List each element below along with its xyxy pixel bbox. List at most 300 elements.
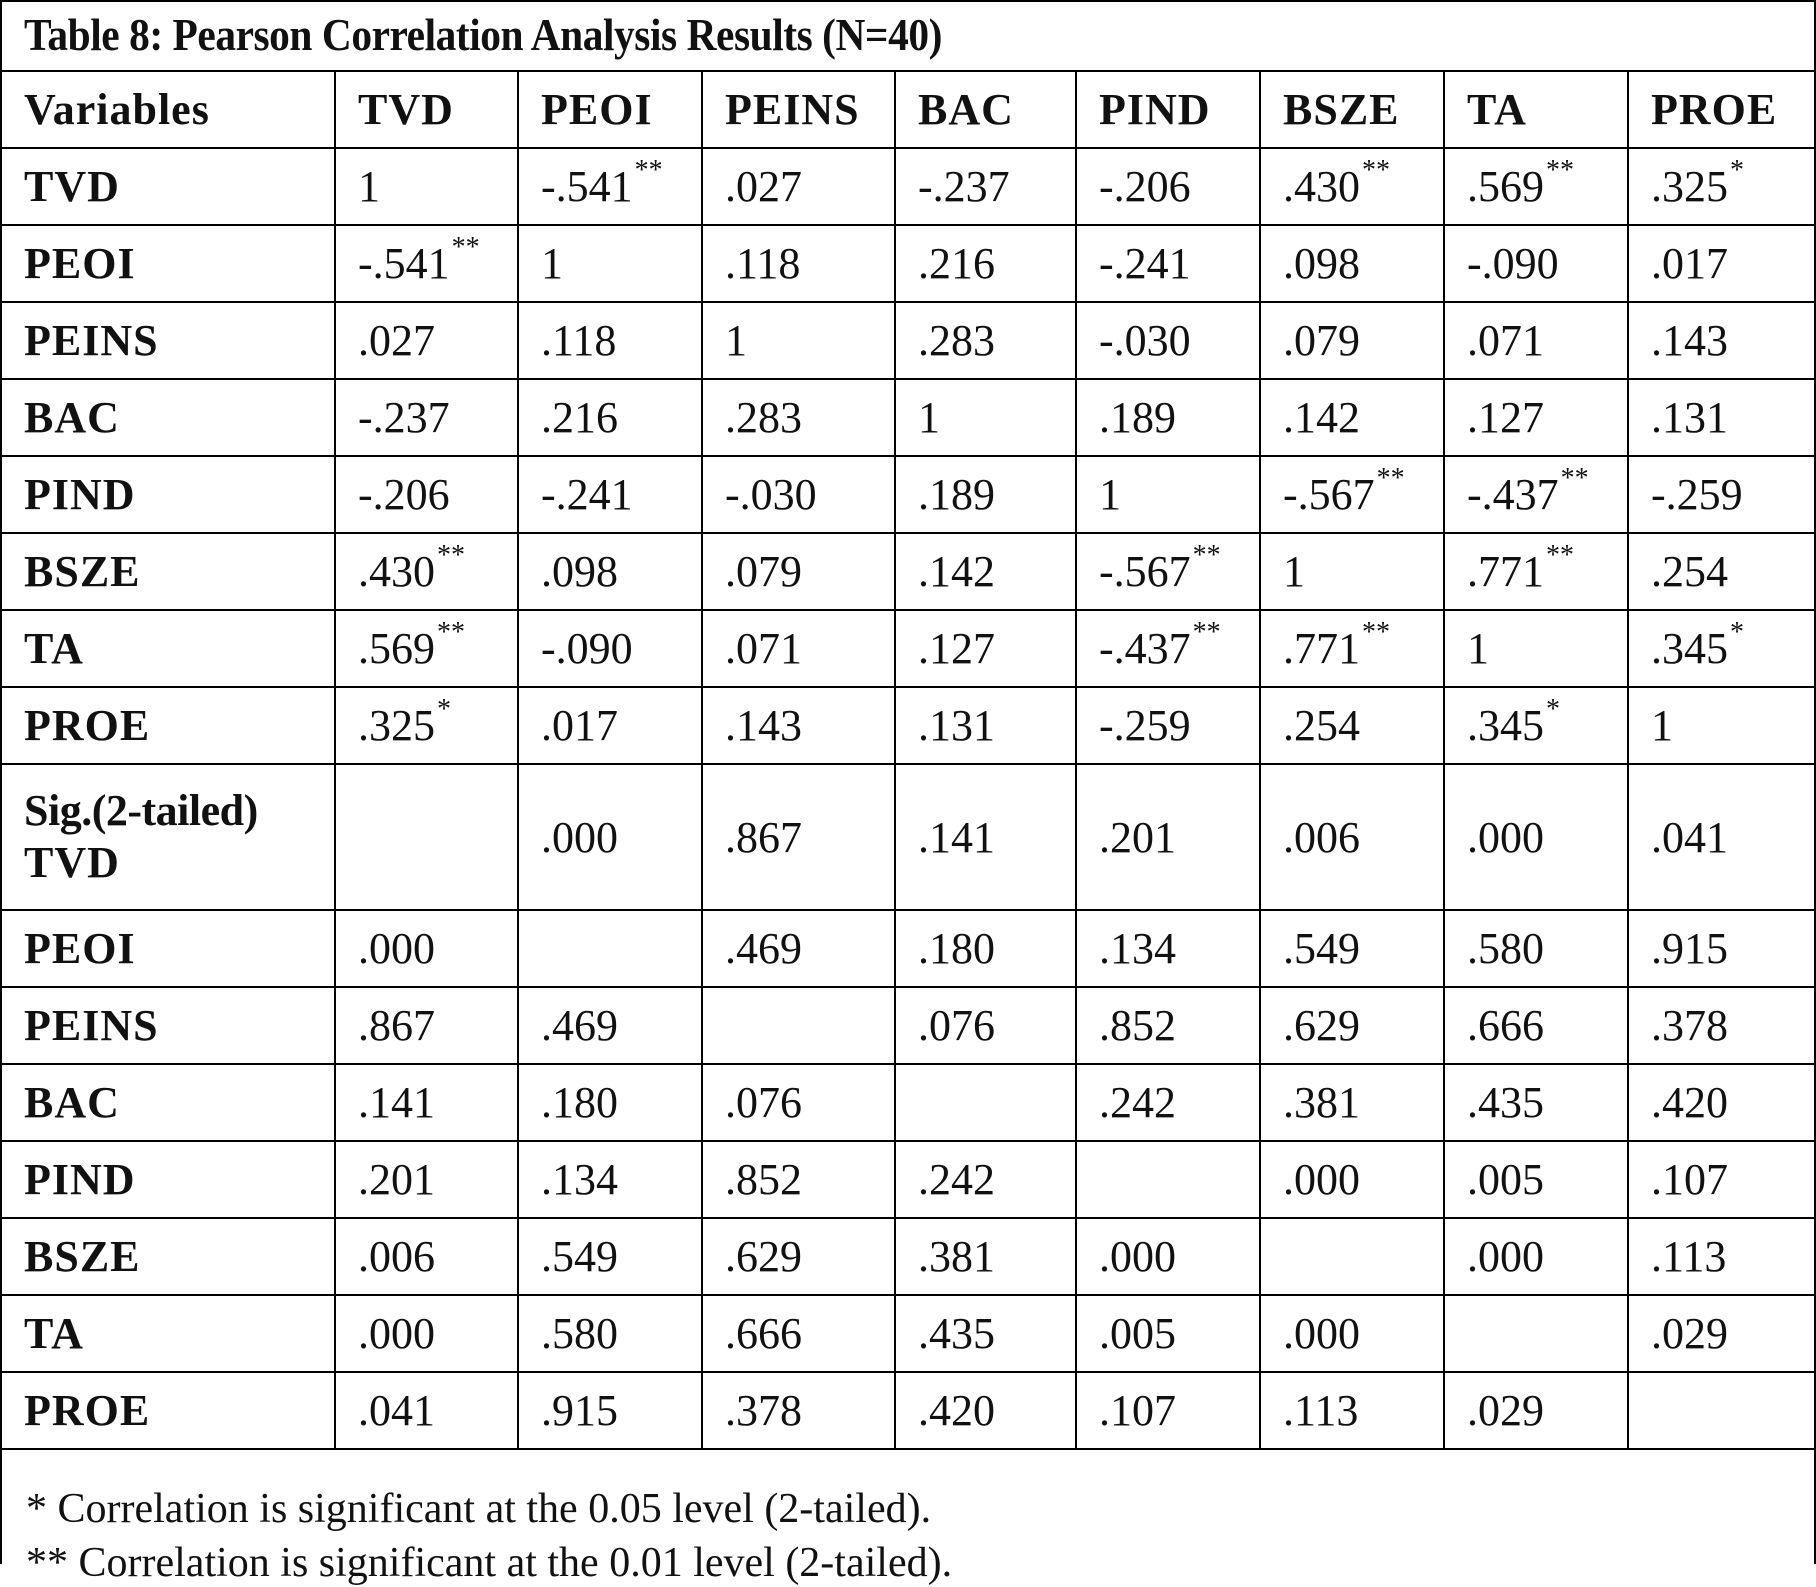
header-cell: BAC xyxy=(895,71,1076,148)
table-cell xyxy=(1444,148,1628,225)
cell-value: .113 xyxy=(1283,1386,1359,1435)
table-cell xyxy=(1076,225,1260,302)
cell-value: -.090 xyxy=(541,624,633,673)
cell-value: .118 xyxy=(541,316,617,365)
table-cell xyxy=(518,610,702,687)
significance-marker: ** xyxy=(437,540,465,571)
cell-value: .867 xyxy=(358,1001,435,1050)
table-cell xyxy=(518,987,702,1064)
cell-value: .201 xyxy=(1099,812,1176,862)
cell-value: -.541 xyxy=(541,162,633,211)
table-cell xyxy=(1444,456,1628,533)
table-cell xyxy=(702,1064,895,1141)
cell-value: .469 xyxy=(541,1001,618,1050)
cell-value: -.437 xyxy=(1467,470,1559,519)
table-cell xyxy=(1628,1372,1816,1449)
table-cell xyxy=(895,1141,1076,1218)
cell-value: -.206 xyxy=(358,470,450,519)
cell-value: .915 xyxy=(1651,924,1728,973)
header-cell: Variables xyxy=(1,71,335,148)
table-cell xyxy=(1076,456,1260,533)
row-label: PROE xyxy=(1,1372,335,1449)
cell-value: .141 xyxy=(358,1078,435,1127)
table-cell xyxy=(1260,987,1444,1064)
cell-value: .000 xyxy=(1283,1309,1360,1358)
table-cell xyxy=(335,148,518,225)
table-cell xyxy=(702,1295,895,1372)
cell-value: .189 xyxy=(1099,393,1176,442)
table-cell xyxy=(518,533,702,610)
significance-row xyxy=(1,1218,1816,1295)
table-cell xyxy=(702,148,895,225)
cell-value: 1 xyxy=(918,393,940,442)
table-cell xyxy=(1076,1372,1260,1449)
cell-value: .666 xyxy=(1467,1001,1544,1050)
cell-value: .006 xyxy=(358,1232,435,1281)
table-cell xyxy=(1628,687,1816,764)
cell-value: .867 xyxy=(725,812,802,862)
significance-marker: * xyxy=(1730,617,1744,648)
header-cell: PIND xyxy=(1076,71,1260,148)
significance-marker: ** xyxy=(1560,463,1589,494)
cell-value: .000 xyxy=(541,812,618,862)
cell-value: .141 xyxy=(918,812,995,862)
correlation-row xyxy=(1,610,1816,687)
cell-value: .041 xyxy=(1651,812,1728,862)
table-cell xyxy=(895,379,1076,456)
cell-value: .381 xyxy=(1283,1078,1360,1127)
cell-value: .000 xyxy=(1467,1232,1544,1281)
cell-value: .131 xyxy=(918,701,995,750)
significance-row xyxy=(1,1372,1816,1449)
table-cell xyxy=(1076,910,1260,987)
table-cell xyxy=(518,302,702,379)
cell-value: .666 xyxy=(725,1309,802,1358)
cell-value: .079 xyxy=(725,547,802,596)
cell-value: .029 xyxy=(1651,1309,1728,1358)
cell-value: .435 xyxy=(1467,1078,1544,1127)
table-cell xyxy=(895,456,1076,533)
table-cell xyxy=(335,687,518,764)
cell-value: .378 xyxy=(725,1386,802,1435)
table-cell xyxy=(1628,987,1816,1064)
cell-value: .435 xyxy=(918,1309,995,1358)
table-cell xyxy=(1444,610,1628,687)
cell-value: .325 xyxy=(1651,162,1728,211)
table-cell xyxy=(1628,610,1816,687)
table-cell xyxy=(518,1372,702,1449)
cell-value: .029 xyxy=(1467,1386,1544,1435)
table-cell xyxy=(1076,1064,1260,1141)
table-cell xyxy=(335,533,518,610)
significance-row xyxy=(1,987,1816,1064)
cell-value: .107 xyxy=(1651,1155,1728,1204)
note-significance-05: * Correlation is significant at the 0.05 level (2-tailed). xyxy=(26,1486,932,1532)
cell-value: .580 xyxy=(541,1309,618,1358)
cell-value: .143 xyxy=(725,701,802,750)
cell-value: .027 xyxy=(725,162,802,211)
cell-value: .254 xyxy=(1651,547,1728,596)
significance-marker: ** xyxy=(1362,155,1390,186)
significance-marker: * xyxy=(437,694,451,725)
table-cell xyxy=(1628,910,1816,987)
significance-marker: ** xyxy=(1376,463,1405,494)
table-notes xyxy=(0,1455,1816,1586)
cell-value: 1 xyxy=(1651,701,1673,750)
table-cell xyxy=(1444,225,1628,302)
cell-value: 1 xyxy=(358,162,380,211)
cell-value: .071 xyxy=(725,624,802,673)
table-cell xyxy=(895,302,1076,379)
table-cell xyxy=(1260,225,1444,302)
table-cell xyxy=(335,379,518,456)
table-cell xyxy=(335,1218,518,1295)
table-cell xyxy=(518,687,702,764)
cell-value: .071 xyxy=(1467,316,1544,365)
table-cell xyxy=(702,687,895,764)
table-cell xyxy=(1628,1064,1816,1141)
row-label xyxy=(1,764,335,910)
cell-value: 1 xyxy=(1099,470,1121,519)
correlation-row xyxy=(1,148,1816,225)
row-label: BSZE xyxy=(1,1218,335,1295)
table-cell xyxy=(895,1295,1076,1372)
table-cell xyxy=(1260,148,1444,225)
row-label: BSZE xyxy=(1,533,335,610)
table-cell xyxy=(335,1372,518,1449)
table-cell xyxy=(702,1372,895,1449)
significance-marker: ** xyxy=(1546,540,1574,571)
cell-value: .098 xyxy=(1283,239,1360,288)
table-cell xyxy=(895,148,1076,225)
cell-value: .216 xyxy=(918,239,995,288)
table-cell xyxy=(1076,1218,1260,1295)
cell-value: -.237 xyxy=(358,393,450,442)
row-label: TA xyxy=(1,610,335,687)
row-label: PEINS xyxy=(1,987,335,1064)
table-cell xyxy=(1260,533,1444,610)
cell-value: -.567 xyxy=(1099,547,1191,596)
significance-row xyxy=(1,910,1816,987)
cell-value: .420 xyxy=(1651,1078,1728,1127)
table-cell xyxy=(518,225,702,302)
table-cell xyxy=(1444,1141,1628,1218)
cell-value: .915 xyxy=(541,1386,618,1435)
table-cell xyxy=(895,1064,1076,1141)
cell-value: .000 xyxy=(358,924,435,973)
table-cell xyxy=(1076,764,1260,910)
table-cell xyxy=(1444,533,1628,610)
cell-value: .242 xyxy=(918,1155,995,1204)
cell-value: .771 xyxy=(1283,624,1360,673)
row-label-text: TVD xyxy=(24,838,120,887)
table-cell xyxy=(335,1064,518,1141)
cell-value: -.030 xyxy=(1099,316,1191,365)
cell-value: .000 xyxy=(1099,1232,1176,1281)
table-cell xyxy=(335,1295,518,1372)
table-cell xyxy=(1628,456,1816,533)
table-cell xyxy=(1444,764,1628,910)
header-cell: PROE xyxy=(1628,71,1816,148)
table-cell xyxy=(702,456,895,533)
cell-value: .254 xyxy=(1283,701,1360,750)
cell-value: .771 xyxy=(1467,547,1544,596)
table-cell xyxy=(702,533,895,610)
cell-value: -.259 xyxy=(1651,470,1743,519)
table-cell xyxy=(1444,687,1628,764)
header-cell: TA xyxy=(1444,71,1628,148)
cell-value: .113 xyxy=(1651,1232,1727,1281)
table-cell xyxy=(1444,910,1628,987)
significance-marker: ** xyxy=(437,617,465,648)
row-label: PIND xyxy=(1,456,335,533)
table-cell xyxy=(1076,610,1260,687)
table-cell xyxy=(702,910,895,987)
cell-value: .079 xyxy=(1283,316,1360,365)
cell-value: .000 xyxy=(1283,1155,1360,1204)
cell-value: .180 xyxy=(918,924,995,973)
cell-value: .549 xyxy=(1283,924,1360,973)
table-cell xyxy=(895,987,1076,1064)
table-cell xyxy=(1260,764,1444,910)
table-cell xyxy=(518,1295,702,1372)
table-cell xyxy=(1444,1218,1628,1295)
correlation-row xyxy=(1,225,1816,302)
cell-value: .569 xyxy=(358,624,435,673)
cell-value: .005 xyxy=(1099,1309,1176,1358)
cell-value: .852 xyxy=(725,1155,802,1204)
table-cell xyxy=(1260,1141,1444,1218)
cell-value: .469 xyxy=(725,924,802,973)
table-cell xyxy=(1628,1295,1816,1372)
table-cell xyxy=(518,1218,702,1295)
correlation-row xyxy=(1,379,1816,456)
table-cell xyxy=(702,987,895,1064)
table-cell xyxy=(895,910,1076,987)
significance-row xyxy=(1,1295,1816,1372)
cell-value: .216 xyxy=(541,393,618,442)
significance-marker: * xyxy=(1546,694,1560,725)
table-body xyxy=(1,71,1816,1449)
cell-value: .134 xyxy=(541,1155,618,1204)
table-cell xyxy=(1076,379,1260,456)
cell-value: .017 xyxy=(1651,239,1728,288)
table-cell xyxy=(702,302,895,379)
table-cell xyxy=(518,379,702,456)
row-label: PIND xyxy=(1,1141,335,1218)
cell-value: .027 xyxy=(358,316,435,365)
table-cell xyxy=(895,533,1076,610)
cell-value: -.030 xyxy=(725,470,817,519)
table-cell xyxy=(1260,456,1444,533)
table-cell xyxy=(335,764,518,910)
table-cell xyxy=(518,148,702,225)
cell-value: .142 xyxy=(1283,393,1360,442)
table-cell xyxy=(702,379,895,456)
significance-row xyxy=(1,1141,1816,1218)
note-significance-01: ** Correlation is significant at the 0.01 level (2-tailed). xyxy=(26,1540,953,1586)
table-cell xyxy=(1628,533,1816,610)
table-cell xyxy=(1076,533,1260,610)
table-cell xyxy=(518,1064,702,1141)
significance-marker: ** xyxy=(1192,617,1221,648)
cell-value: .041 xyxy=(358,1386,435,1435)
table-cell xyxy=(1444,302,1628,379)
cell-value: -.259 xyxy=(1099,701,1191,750)
cell-value: 1 xyxy=(541,239,563,288)
header-cell: PEOI xyxy=(518,71,702,148)
table-cell xyxy=(335,987,518,1064)
table-cell xyxy=(1444,987,1628,1064)
cell-value: .000 xyxy=(1467,812,1544,862)
table-cell xyxy=(1260,302,1444,379)
table-cell xyxy=(1628,225,1816,302)
table-cell xyxy=(895,687,1076,764)
cell-value: .381 xyxy=(918,1232,995,1281)
correlation-row xyxy=(1,687,1816,764)
row-label: PEOI xyxy=(1,910,335,987)
cell-value: -.241 xyxy=(1099,239,1191,288)
correlation-table xyxy=(0,70,1816,1450)
cell-value: .345 xyxy=(1651,624,1728,673)
cell-value: .569 xyxy=(1467,162,1544,211)
row-label: TVD xyxy=(1,148,335,225)
cell-value: .430 xyxy=(358,547,435,596)
cell-value: .127 xyxy=(918,624,995,673)
correlation-row xyxy=(1,302,1816,379)
cell-value: 1 xyxy=(1467,624,1489,673)
table-cell xyxy=(1628,302,1816,379)
cell-value: -.237 xyxy=(918,162,1010,211)
table-cell xyxy=(1260,1295,1444,1372)
table-cell xyxy=(335,456,518,533)
table-cell xyxy=(702,1218,895,1295)
sig-section-label: Sig.(2-tailed) xyxy=(24,786,258,835)
cell-value: .283 xyxy=(725,393,802,442)
cell-value: .201 xyxy=(358,1155,435,1204)
cell-value: .005 xyxy=(1467,1155,1544,1204)
table-cell xyxy=(895,1218,1076,1295)
cell-value: .852 xyxy=(1099,1001,1176,1050)
cell-value: .549 xyxy=(541,1232,618,1281)
significance-marker: ** xyxy=(634,155,663,186)
header-cell: PEINS xyxy=(702,71,895,148)
cell-value: .107 xyxy=(1099,1386,1176,1435)
row-label: PEINS xyxy=(1,302,335,379)
table-cell xyxy=(702,225,895,302)
table-cell xyxy=(1076,302,1260,379)
cell-value: .325 xyxy=(358,701,435,750)
cell-value: .076 xyxy=(918,1001,995,1050)
table-cell xyxy=(895,764,1076,910)
table-cell xyxy=(1076,1141,1260,1218)
cell-value: .006 xyxy=(1283,812,1360,862)
correlation-row xyxy=(1,456,1816,533)
table-cell xyxy=(1260,1064,1444,1141)
table-cell xyxy=(895,1372,1076,1449)
table-cell xyxy=(1260,910,1444,987)
cell-value: .420 xyxy=(918,1386,995,1435)
table-cell xyxy=(1260,1218,1444,1295)
table-cell xyxy=(1444,1372,1628,1449)
cell-value: 1 xyxy=(1283,547,1305,596)
table-caption: Table 8: Pearson Correlation Analysis Results (N=40) xyxy=(24,9,942,60)
cell-value: .017 xyxy=(541,701,618,750)
cell-value: .430 xyxy=(1283,162,1360,211)
cell-value: -.541 xyxy=(358,239,450,288)
cell-value: .076 xyxy=(725,1078,802,1127)
cell-value: .142 xyxy=(918,547,995,596)
table-cell xyxy=(335,302,518,379)
cell-value: .131 xyxy=(1651,393,1728,442)
significance-row xyxy=(1,764,1816,910)
cell-value: .127 xyxy=(1467,393,1544,442)
table-cell xyxy=(1444,1064,1628,1141)
row-label: PEOI xyxy=(1,225,335,302)
cell-value: -.567 xyxy=(1283,470,1375,519)
table-cell xyxy=(702,610,895,687)
row-label: BAC xyxy=(1,379,335,456)
table-cell xyxy=(518,1141,702,1218)
significance-marker: * xyxy=(1730,155,1744,186)
table-cell xyxy=(1628,1218,1816,1295)
table-cell xyxy=(1628,379,1816,456)
cell-value: .118 xyxy=(725,239,801,288)
row-label: TA xyxy=(1,1295,335,1372)
cell-value: -.206 xyxy=(1099,162,1191,211)
header-row xyxy=(1,71,1816,148)
cell-value: .134 xyxy=(1099,924,1176,973)
cell-value: 1 xyxy=(725,316,747,365)
table-cell xyxy=(518,764,702,910)
table-cell xyxy=(335,910,518,987)
cell-value: .345 xyxy=(1467,701,1544,750)
cell-value: -.090 xyxy=(1467,239,1559,288)
significance-row xyxy=(1,1064,1816,1141)
cell-value: .180 xyxy=(541,1078,618,1127)
table-cell xyxy=(1260,610,1444,687)
table-cell xyxy=(1076,148,1260,225)
cell-value: .629 xyxy=(725,1232,802,1281)
table-cell xyxy=(1260,687,1444,764)
cell-value: .629 xyxy=(1283,1001,1360,1050)
cell-value: .378 xyxy=(1651,1001,1728,1050)
significance-marker: ** xyxy=(1546,155,1574,186)
table-cell xyxy=(1444,379,1628,456)
table-cell xyxy=(1628,1141,1816,1218)
table-cell xyxy=(1260,1372,1444,1449)
cell-value: .580 xyxy=(1467,924,1544,973)
table-cell xyxy=(1628,764,1816,910)
table-cell xyxy=(895,610,1076,687)
cell-value: .098 xyxy=(541,547,618,596)
cell-value: .143 xyxy=(1651,316,1728,365)
cell-value: -.241 xyxy=(541,470,633,519)
row-label: PROE xyxy=(1,687,335,764)
significance-marker: ** xyxy=(1192,540,1221,571)
table-cell xyxy=(1076,987,1260,1064)
row-label: BAC xyxy=(1,1064,335,1141)
table-cell xyxy=(335,610,518,687)
table-cell xyxy=(1260,379,1444,456)
cell-value: .242 xyxy=(1099,1078,1176,1127)
table-cell xyxy=(518,456,702,533)
table-cell xyxy=(335,225,518,302)
significance-marker: ** xyxy=(451,232,480,263)
table-cell xyxy=(1076,687,1260,764)
table-cell xyxy=(335,1141,518,1218)
table-cell xyxy=(518,910,702,987)
